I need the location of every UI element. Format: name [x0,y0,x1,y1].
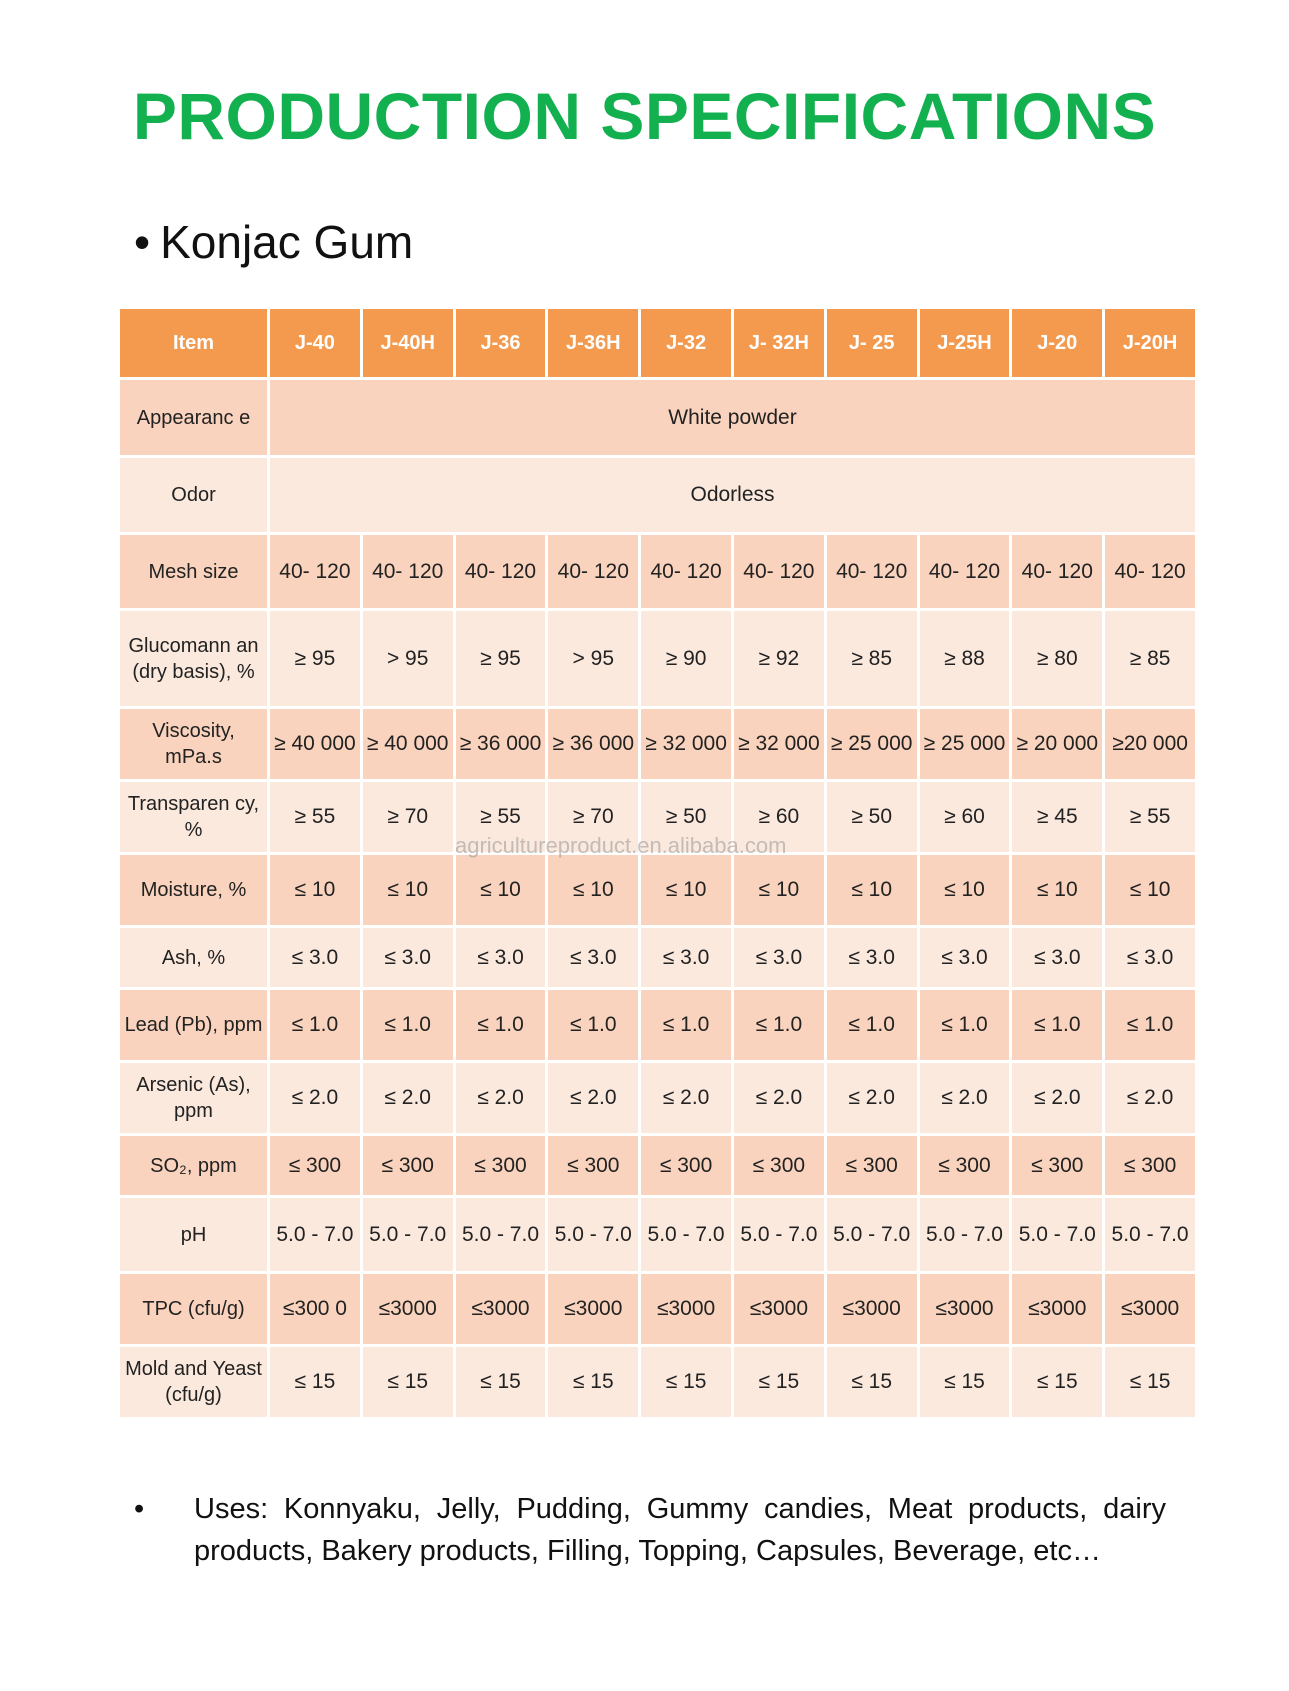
uses-text: Uses: Konnyaku, Jelly, Pudding, Gummy candies, Meat products, dairy products, Bakery products, Filling, Topping, Capsules, Beverage, etc… [194,1493,1166,1567]
header-cell: J- 32H [734,309,824,377]
table-row [120,611,1195,706]
table-cell: 5.0 - 7.0 [920,1198,1010,1271]
table-cell: ≤3000 [1012,1274,1102,1344]
table-cell: ≤ 3.0 [641,928,731,987]
row-label: Mold and Yeast (cfu/g) [120,1347,267,1417]
row-label: Transparen cy, % [120,782,267,852]
table-cell: ≤ 15 [456,1347,546,1417]
table-cell: 5.0 - 7.0 [270,1198,360,1271]
table-cell: 40- 120 [548,535,638,608]
table-cell: 40- 120 [270,535,360,608]
table-cell: ≤ 2.0 [548,1063,638,1133]
merged-value: Odorless [270,458,1195,532]
table-cell: ≤ 1.0 [920,990,1010,1060]
page-title: PRODUCTION SPECIFICATIONS [132,79,1157,153]
table-cell: ≤ 300 [363,1136,453,1195]
table-cell: ≤ 3.0 [548,928,638,987]
table-cell: ≤ 10 [548,855,638,925]
table-cell: ≥ 40 000 [270,709,360,779]
table-cell: ≤ 10 [363,855,453,925]
header-cell: J-36 [456,309,546,377]
table-row [120,1136,1195,1195]
table-cell: ≤ 3.0 [734,928,824,987]
table-cell: 40- 120 [1012,535,1102,608]
table-cell: ≤3000 [1105,1274,1195,1344]
table-cell: ≤ 1.0 [270,990,360,1060]
table-cell: ≤ 15 [363,1347,453,1417]
product-heading [134,215,413,269]
table-cell: ≤ 1.0 [363,990,453,1060]
table-cell: ≥ 32 000 [734,709,824,779]
header-cell: J-32 [641,309,731,377]
table-cell: ≤ 2.0 [827,1063,917,1133]
table-cell: ≥ 50 [641,782,731,852]
table-cell: ≤3000 [734,1274,824,1344]
header-cell: J-20H [1105,309,1195,377]
watermark: agricultureproduct.en.alibaba.com [455,833,787,858]
table-cell: ≥ 92 [734,611,824,706]
header-cell: J-40 [270,309,360,377]
table-cell: 40- 120 [456,535,546,608]
table-cell: ≤ 2.0 [363,1063,453,1133]
table-cell: ≥ 32 000 [641,709,731,779]
table-cell: ≤ 300 [548,1136,638,1195]
row-label: TPC (cfu/g) [120,1274,267,1344]
table-cell: 40- 120 [641,535,731,608]
table-cell: ≤ 15 [920,1347,1010,1417]
table-cell: ≥ 80 [1012,611,1102,706]
table-row [120,1274,1195,1344]
table-row [120,535,1195,608]
table-cell: ≤ 10 [734,855,824,925]
table-cell: ≤ 2.0 [920,1063,1010,1133]
table-cell: ≥ 45 [1012,782,1102,852]
table-cell: ≤ 2.0 [734,1063,824,1133]
table-cell: ≤3000 [363,1274,453,1344]
table-cell: ≤3000 [548,1274,638,1344]
table-cell: ≤ 300 [734,1136,824,1195]
row-label: Lead (Pb), ppm [120,990,267,1060]
table-cell: ≥ 95 [270,611,360,706]
table-cell: 40- 120 [827,535,917,608]
table-cell: 40- 120 [363,535,453,608]
merged-value: White powder [270,380,1195,455]
table-cell: ≥ 55 [270,782,360,852]
table-cell: ≥ 88 [920,611,1010,706]
row-label: Viscosity, mPa.s [120,709,267,779]
table-cell: ≤ 300 [827,1136,917,1195]
table-cell: ≤ 2.0 [456,1063,546,1133]
table-cell: ≤3000 [641,1274,731,1344]
table-cell: ≤3000 [456,1274,546,1344]
table-cell: 5.0 - 7.0 [548,1198,638,1271]
table-cell: ≤ 3.0 [456,928,546,987]
row-label: Odor [120,458,267,532]
header-cell: J- 25 [827,309,917,377]
table-cell: ≥ 20 000 [1012,709,1102,779]
table-cell: ≤ 15 [734,1347,824,1417]
table-cell: ≤ 10 [1012,855,1102,925]
table-cell: ≤ 10 [270,855,360,925]
bullet-icon: • [134,1493,145,1525]
table-cell: ≤ 1.0 [827,990,917,1060]
row-label: Arsenic (As), ppm [120,1063,267,1133]
table-cell: ≥ 95 [456,611,546,706]
table-cell: ≤ 2.0 [1012,1063,1102,1133]
row-label: Ash, % [120,928,267,987]
uses-paragraph [134,1488,1166,1572]
row-label: Appearanc e [120,380,267,455]
table-row [120,709,1195,779]
bullet-icon: • [134,216,151,268]
table-row [120,855,1195,925]
table-cell: ≤ 1.0 [1105,990,1195,1060]
table-cell: 5.0 - 7.0 [456,1198,546,1271]
table-cell: 5.0 - 7.0 [734,1198,824,1271]
table-cell: ≤ 10 [920,855,1010,925]
header-cell: J-25H [920,309,1010,377]
table-row [120,1063,1195,1133]
table-cell: ≥ 60 [734,782,824,852]
table-cell: ≤ 3.0 [270,928,360,987]
table-row [120,1198,1195,1271]
table-cell: ≤ 2.0 [1105,1063,1195,1133]
header-row [120,309,1195,377]
header-cell: J-40H [363,309,453,377]
table-cell: ≤ 3.0 [1012,928,1102,987]
table-row [120,1347,1195,1417]
row-label: Mesh size [120,535,267,608]
table-cell: 40- 120 [1105,535,1195,608]
table-cell: ≤ 1.0 [734,990,824,1060]
table-cell: ≤ 10 [456,855,546,925]
table-cell: 5.0 - 7.0 [1012,1198,1102,1271]
table-cell: ≥ 60 [920,782,1010,852]
table-cell: ≤ 300 [1012,1136,1102,1195]
table-cell: ≤ 15 [827,1347,917,1417]
table-cell: ≥ 40 000 [363,709,453,779]
table-cell: ≤ 15 [1012,1347,1102,1417]
table-cell: ≤ 10 [641,855,731,925]
table-cell: 5.0 - 7.0 [363,1198,453,1271]
table-cell: ≤ 1.0 [548,990,638,1060]
table-cell: ≤ 15 [641,1347,731,1417]
table-cell: 40- 120 [734,535,824,608]
product-name: Konjac Gum [160,216,414,268]
table-cell: ≤300 0 [270,1274,360,1344]
table-cell: ≤ 1.0 [1012,990,1102,1060]
table-cell: ≤ 300 [456,1136,546,1195]
table-cell: ≤ 3.0 [1105,928,1195,987]
table-cell: ≥ 85 [827,611,917,706]
table-cell: ≥ 85 [1105,611,1195,706]
table-cell: 5.0 - 7.0 [641,1198,731,1271]
table-cell: ≤ 300 [920,1136,1010,1195]
row-label: pH [120,1198,267,1271]
table-row [120,990,1195,1060]
table-cell: ≤ 15 [270,1347,360,1417]
table-cell: ≥ 70 [363,782,453,852]
table-cell: 5.0 - 7.0 [827,1198,917,1271]
header-cell: J-36H [548,309,638,377]
table-cell: ≥ 50 [827,782,917,852]
table-cell: ≤ 3.0 [920,928,1010,987]
row-label: Glucomann an (dry basis), % [120,611,267,706]
table-cell: ≤ 15 [1105,1347,1195,1417]
table-row [120,458,1195,532]
table-cell: ≤ 3.0 [827,928,917,987]
table-cell: ≥ 25 000 [827,709,917,779]
table-cell: ≤ 1.0 [456,990,546,1060]
table-cell: 5.0 - 7.0 [1105,1198,1195,1271]
table-cell: ≤ 2.0 [641,1063,731,1133]
table-cell: ≥ 55 [456,782,546,852]
table-cell: ≤ 300 [641,1136,731,1195]
spec-table [117,306,1198,1420]
table-cell: > 95 [363,611,453,706]
table-cell: ≤3000 [920,1274,1010,1344]
table-cell: ≤ 300 [270,1136,360,1195]
table-cell: ≥ 36 000 [456,709,546,779]
table-cell: ≤ 2.0 [270,1063,360,1133]
table-cell: ≥ 36 000 [548,709,638,779]
table-row [120,380,1195,455]
table-cell: > 95 [548,611,638,706]
table-cell: ≤ 3.0 [363,928,453,987]
table-cell: ≥ 25 000 [920,709,1010,779]
row-label: SO₂, ppm [120,1136,267,1195]
table-cell: ≤ 1.0 [641,990,731,1060]
table-cell: ≤ 15 [548,1347,638,1417]
table-cell: ≥ 55 [1105,782,1195,852]
table-cell: ≤3000 [827,1274,917,1344]
table-cell: ≤ 10 [827,855,917,925]
table-cell: ≤ 300 [1105,1136,1195,1195]
header-cell: J-20 [1012,309,1102,377]
table-cell: ≥ 70 [548,782,638,852]
table-row [120,928,1195,987]
table-cell: ≤ 10 [1105,855,1195,925]
header-cell: Item [120,309,267,377]
table-cell: ≥ 90 [641,611,731,706]
table-cell: 40- 120 [920,535,1010,608]
table-cell: ≥20 000 [1105,709,1195,779]
row-label: Moisture, % [120,855,267,925]
